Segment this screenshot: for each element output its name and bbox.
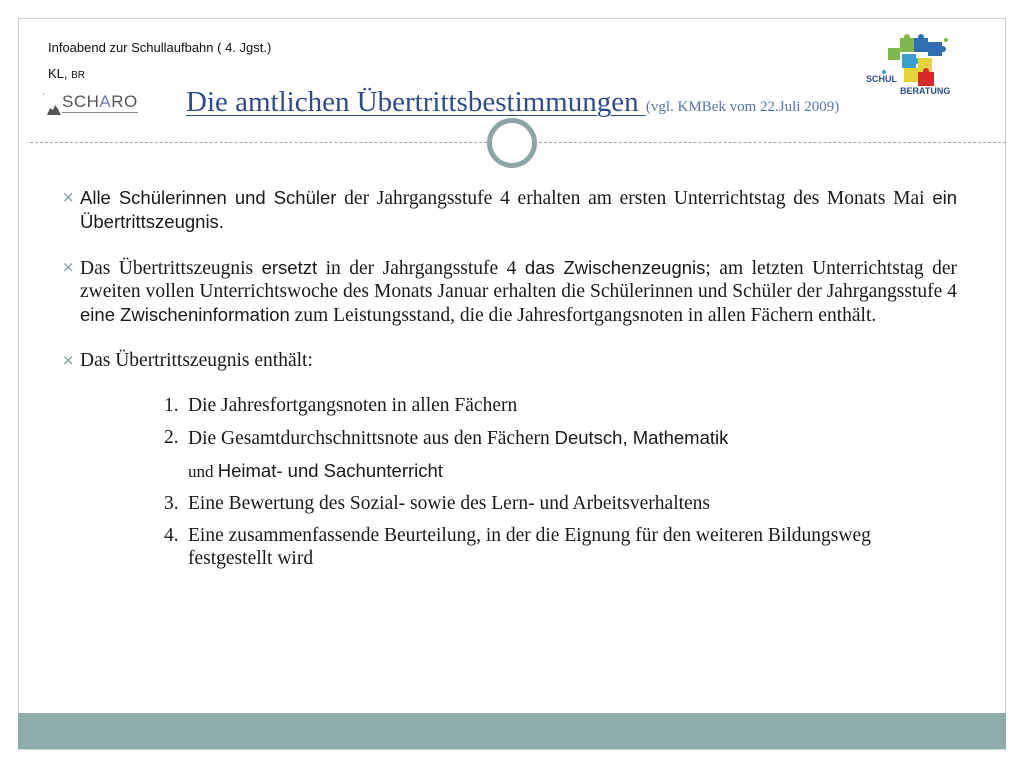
page-title	[186, 86, 839, 119]
logo-dot: ·	[42, 90, 45, 99]
list-item: 3. Eine Bewertung des Sozial- sowie des Lern- und Arbeitsverhaltens	[164, 493, 711, 514]
author-main: KL,	[48, 66, 68, 81]
bullet-item: × Alle Schülerinnen und Schüler der Jahrgangsstufe 4 erhalten am ersten Unterrichtstag des Monats Mai ein Übertrittszeugnis.	[62, 187, 958, 232]
list-item: 2. Die Gesamtdurchschnittsnote aus den Fächern Deutsch, Mathematik und Heimat- und Sachunterricht	[164, 427, 729, 481]
scharo-logo	[44, 90, 136, 120]
bullet-marker-icon: ×	[62, 188, 75, 206]
ring-ornament-icon	[487, 118, 537, 168]
logo-underline	[62, 112, 138, 116]
logo-text-beratung: BERATUNG	[900, 86, 951, 96]
list-item: 1. Die Jahresfortgangsnoten in allen Fächern	[164, 395, 518, 416]
numbered-list	[164, 394, 957, 570]
author-small: BR	[71, 70, 86, 81]
slide-content	[60, 186, 957, 579]
bullet-item: × Das Übertrittszeugnis ersetzt in der Jahrgangsstufe 4 das Zwischenzeugnis; am letzten Unterrichtstag der zweiten vollen Unterrichtswoche des Monats Januar erhalten die Schülerinnen und Schüler der Jahrgangsstufe 4 eine Zwischeninformation zum Leistungsstand, die die Jahresfortgangsnoten in allen Fächern enthält.	[62, 257, 957, 326]
footer-bar	[18, 713, 1006, 749]
puzzle-logo-icon	[860, 32, 956, 102]
logo-text-schul: SCHUL	[866, 74, 897, 84]
bullet-marker-icon: ×	[62, 258, 75, 276]
list-item: 4. Eine zusammenfassende Beurteilung, in der die Eignung für den weiteren Bildungsweg festgestellt wird	[164, 525, 871, 569]
author-line	[48, 66, 85, 81]
scharo-logo-text: SCHARO	[62, 92, 138, 111]
title-main: Die amtlichen Übertrittsbestimmungen	[186, 86, 646, 118]
title-reference: (vgl. KMBek vom 22.Juli 2009)	[645, 99, 840, 115]
bullet-marker-icon: ×	[62, 351, 75, 369]
figure-icon	[46, 102, 62, 116]
bullet-item: × Das Übertrittszeugnis enthält:	[62, 350, 313, 371]
info-line: Infoabend zur Schullaufbahn ( 4. Jgst.)	[48, 40, 272, 55]
